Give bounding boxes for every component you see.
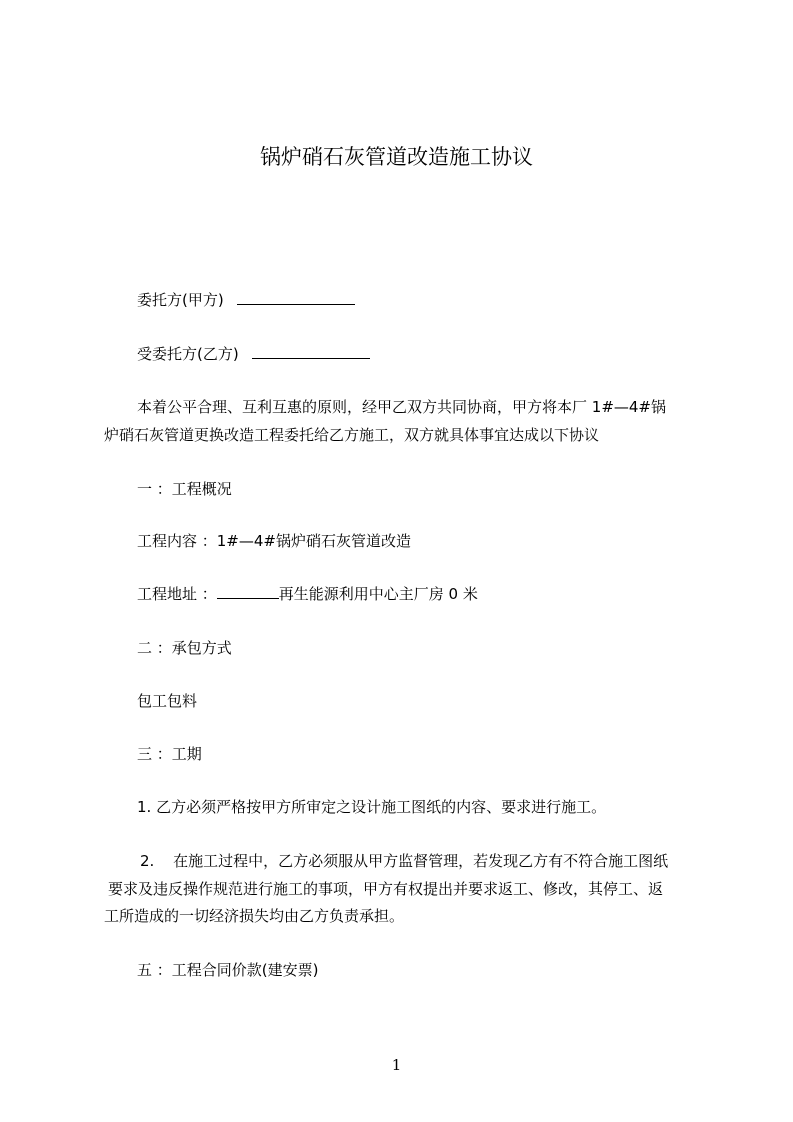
clause-1: 1. 乙方必须严格按甲方所审定之设计施工图纸的内容、要求进行施工。 — [137, 798, 607, 816]
clause-2-line-3: 工所造成的一切经济损失均由乙方负责承担。 — [104, 907, 405, 925]
section-2-heading: 二 ：承包方式 — [137, 639, 232, 657]
party-a-label: 委托方(甲方) — [137, 291, 224, 309]
project-address-line — [137, 584, 478, 604]
party-b-blank — [252, 344, 370, 359]
party-a-blank — [237, 290, 355, 305]
party-b-line — [137, 344, 370, 364]
address-value: 再生能源利用中心主厂房 0 米 — [278, 585, 478, 603]
section-1-heading: 一 ：工程概况 — [137, 480, 232, 498]
section-3-heading: 三 ：工期 — [137, 745, 202, 763]
party-a-line — [137, 290, 355, 310]
section-5-heading: 五 ：工程合同价款(建安票) — [137, 961, 319, 979]
project-content-line: 工程内容 ：1#—4#锅炉硝石灰管道改造 — [137, 532, 411, 550]
clause-2-line-2: 要求及违反操作规范进行施工的事项，甲方有权提出并要求返工、修改，其停工、返 — [108, 880, 664, 898]
party-b-label: 受委托方(乙方) — [137, 345, 239, 363]
intro-line-2: 炉硝石灰管道更换改造工程委托给乙方施工，双方就具体事宜达成以下协议 — [104, 426, 600, 444]
page-number: 1 — [391, 1056, 402, 1074]
clause-2-number: 2. — [140, 852, 155, 870]
clause-2-text-1: 在施工过程中，乙方必须服从甲方监督管理，若发现乙方有不符合施工图纸 — [173, 852, 669, 870]
contract-method: 包工包料 — [137, 692, 198, 710]
clause-2-line-1 — [140, 851, 668, 871]
intro-line-1: 本着公平合理、互利互惠的原则，经甲乙双方共同协商，甲方将本厂 1#—4#锅 — [137, 398, 666, 416]
address-label: 工程地址 ： — [137, 585, 217, 603]
document-title: 锅炉硝石灰管道改造施工协议 — [260, 145, 533, 169]
address-blank — [217, 584, 279, 599]
